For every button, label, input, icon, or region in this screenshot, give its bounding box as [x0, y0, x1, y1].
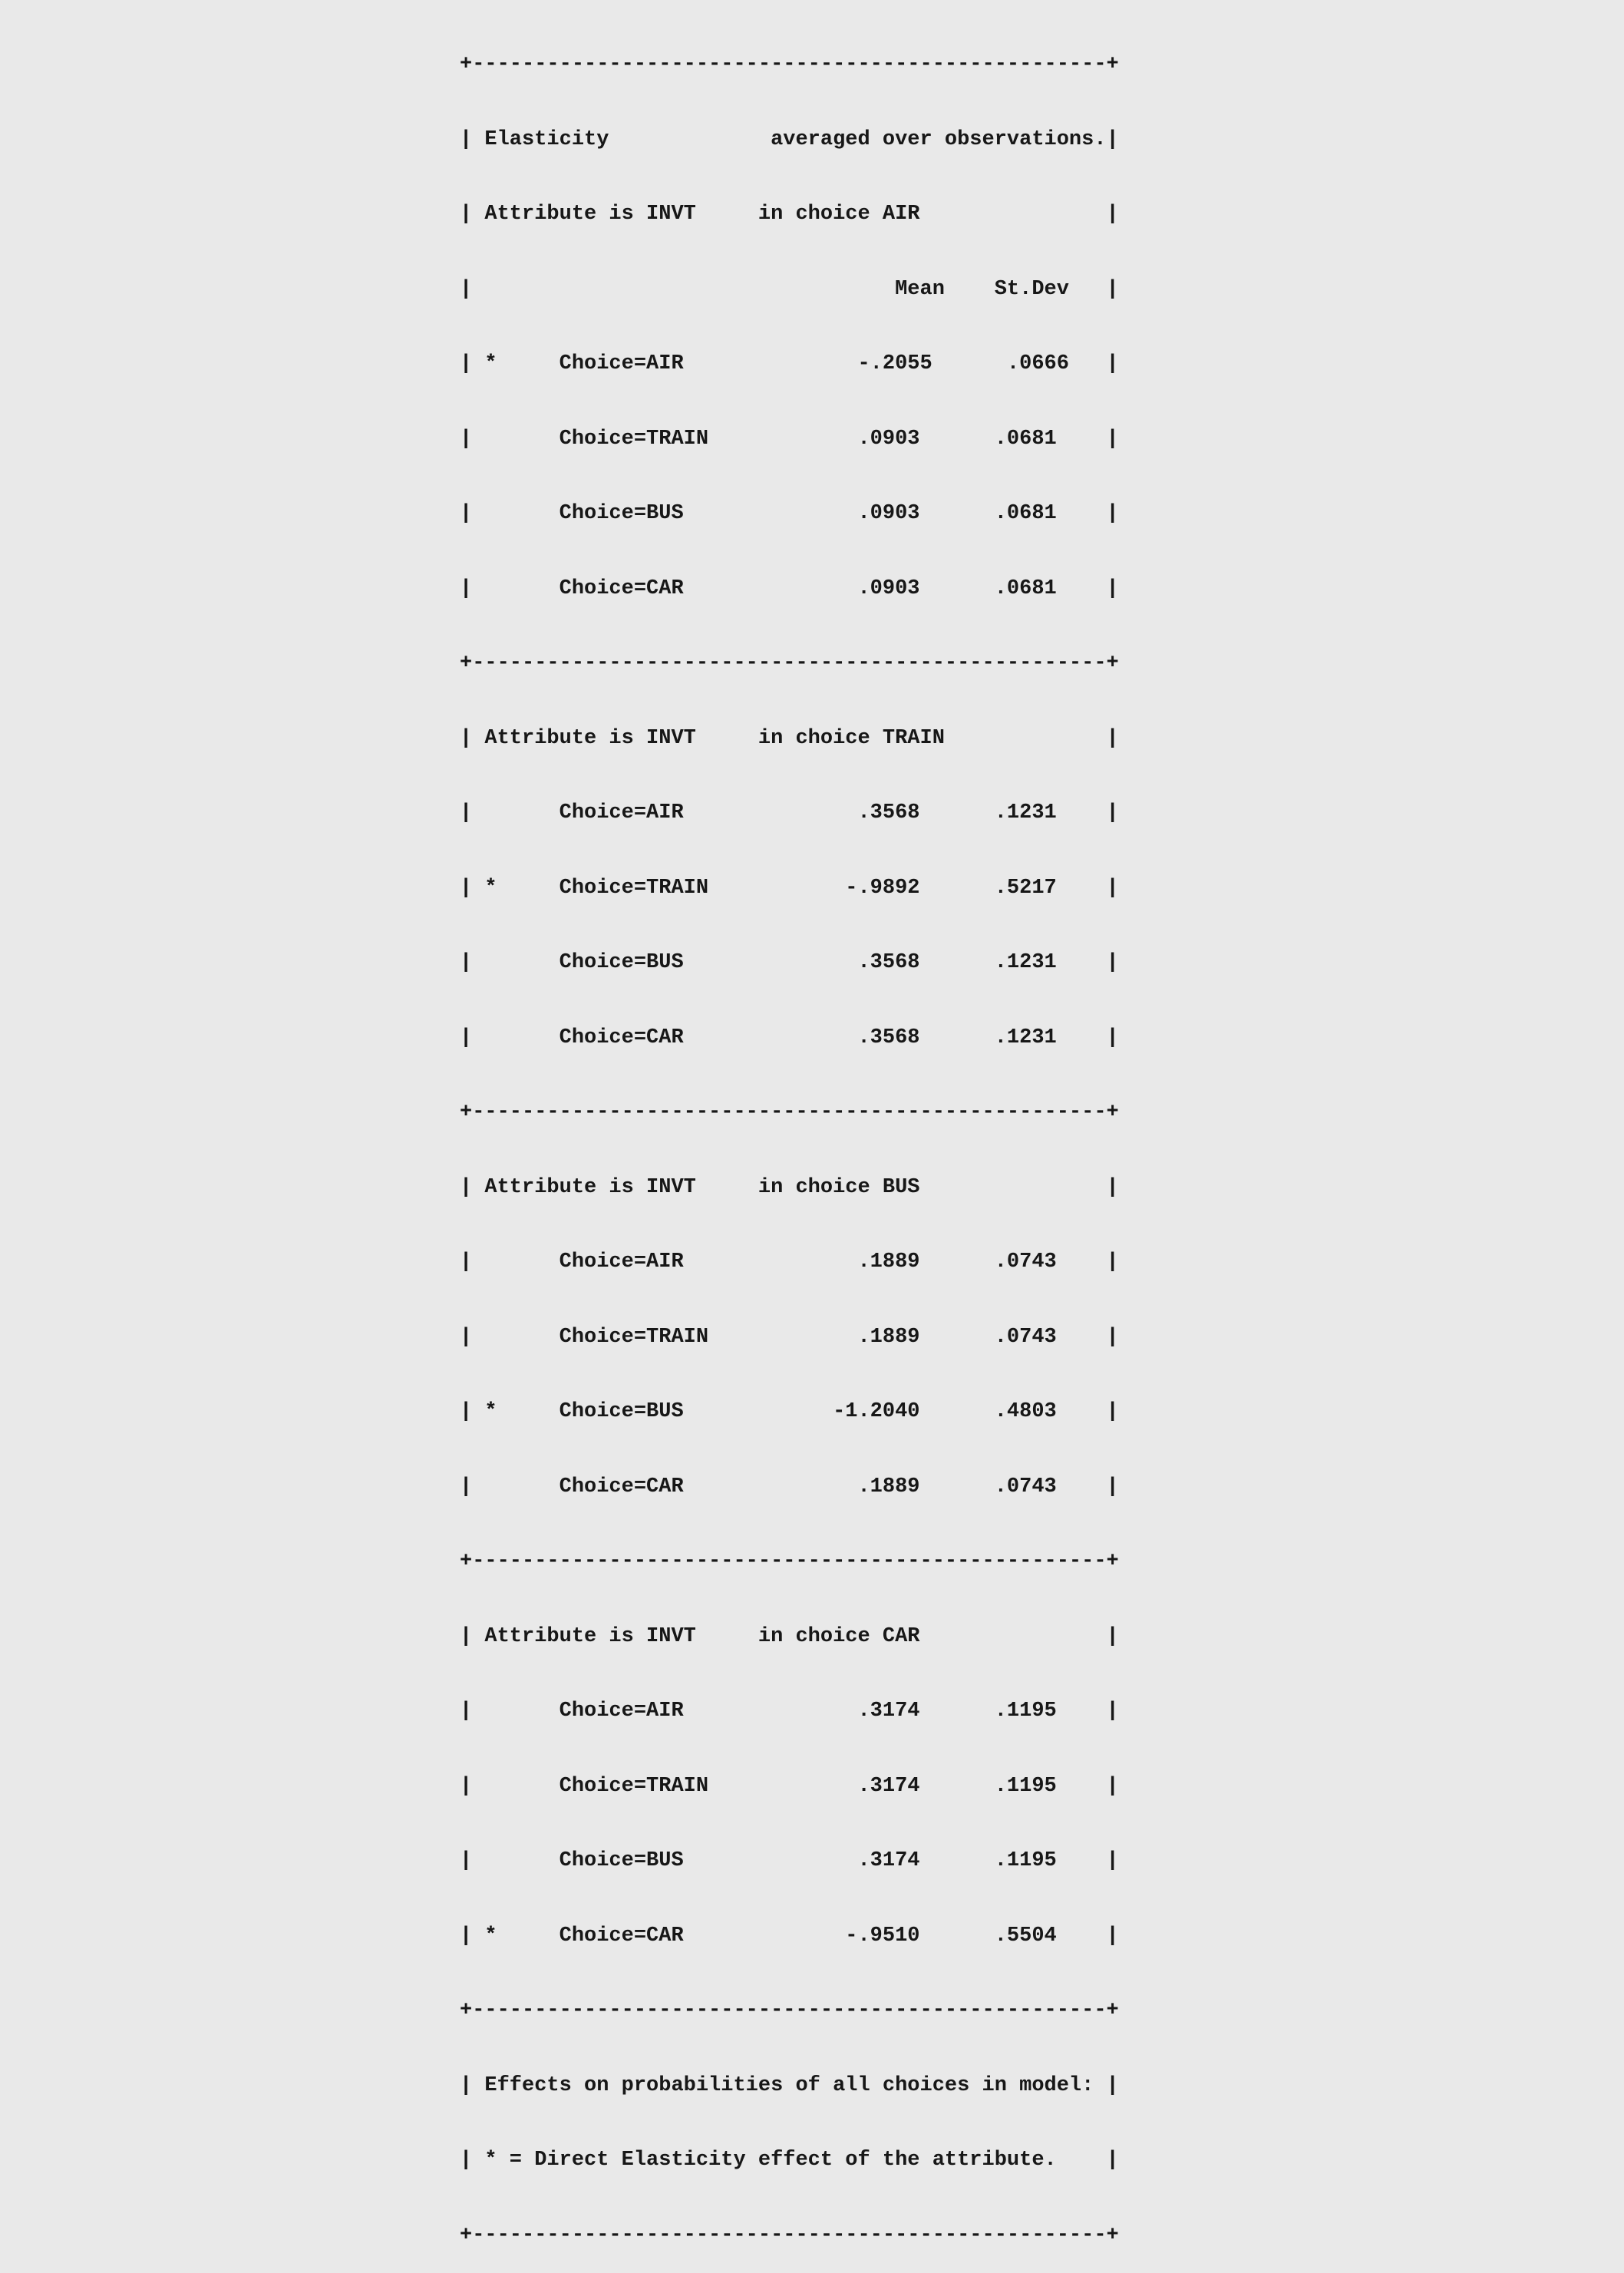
block-train-row-air: | Choice=AIR .3568 .1231 | — [460, 801, 1119, 824]
block-bus-row-air: | Choice=AIR .1889 .0743 | — [460, 1250, 1119, 1274]
block-car-row-train: | Choice=TRAIN .3174 .1195 | — [460, 1774, 1119, 1798]
block-train-row-car: | Choice=CAR .3568 .1231 | — [460, 1026, 1119, 1049]
block-car-row-car: | * Choice=CAR -.9510 .5504 | — [460, 1924, 1119, 1948]
footnote-direct-elasticity: | * = Direct Elasticity effect of the attribute. | — [460, 2149, 1119, 2172]
block-air-title: | Attribute is INVT in choice AIR | — [460, 203, 1119, 226]
block-train-row-bus: | Choice=BUS .3568 .1231 | — [460, 951, 1119, 974]
block-car-row-bus: | Choice=BUS .3174 .1195 | — [460, 1849, 1119, 1872]
block-car-title: | Attribute is INVT in choice CAR | — [460, 1624, 1119, 1648]
report-header-line: | Elasticity averaged over observations.| — [460, 127, 1119, 151]
block-car-row-air: | Choice=AIR .3174 .1195 | — [460, 1700, 1119, 1723]
box-border: +---------------------------------------------------+ — [460, 652, 1119, 675]
block-air-row-car: | Choice=CAR .0903 .0681 | — [460, 577, 1119, 600]
block-train-row-train: | * Choice=TRAIN -.9892 .5217 | — [460, 876, 1119, 900]
column-headers: | Mean St.Dev | — [460, 277, 1119, 301]
block-train-title: | Attribute is INVT in choice TRAIN | — [460, 726, 1119, 750]
footnote-effects: | Effects on probabilities of all choices in model: | — [460, 2073, 1119, 2097]
block-air-row-bus: | Choice=BUS .0903 .0681 | — [460, 502, 1119, 525]
box-border: +---------------------------------------------------+ — [460, 1101, 1119, 1124]
block-air-row-train: | Choice=TRAIN .0903 .0681 | — [460, 427, 1119, 451]
elasticity-report — [460, 2, 1119, 2273]
box-border-top: +---------------------------------------------------+ — [460, 53, 1119, 76]
block-bus-row-car: | Choice=CAR .1889 .0743 | — [460, 1475, 1119, 1498]
box-border-bottom: +---------------------------------------------------+ — [460, 2223, 1119, 2247]
block-bus-row-bus: | * Choice=BUS -1.2040 .4803 | — [460, 1400, 1119, 1423]
block-bus-title: | Attribute is INVT in choice BUS | — [460, 1175, 1119, 1199]
box-border: +---------------------------------------------------+ — [460, 1550, 1119, 1573]
block-bus-row-train: | Choice=TRAIN .1889 .0743 | — [460, 1325, 1119, 1349]
block-air-row-air: | * Choice=AIR -.2055 .0666 | — [460, 352, 1119, 375]
box-border: +---------------------------------------------------+ — [460, 1999, 1119, 2022]
